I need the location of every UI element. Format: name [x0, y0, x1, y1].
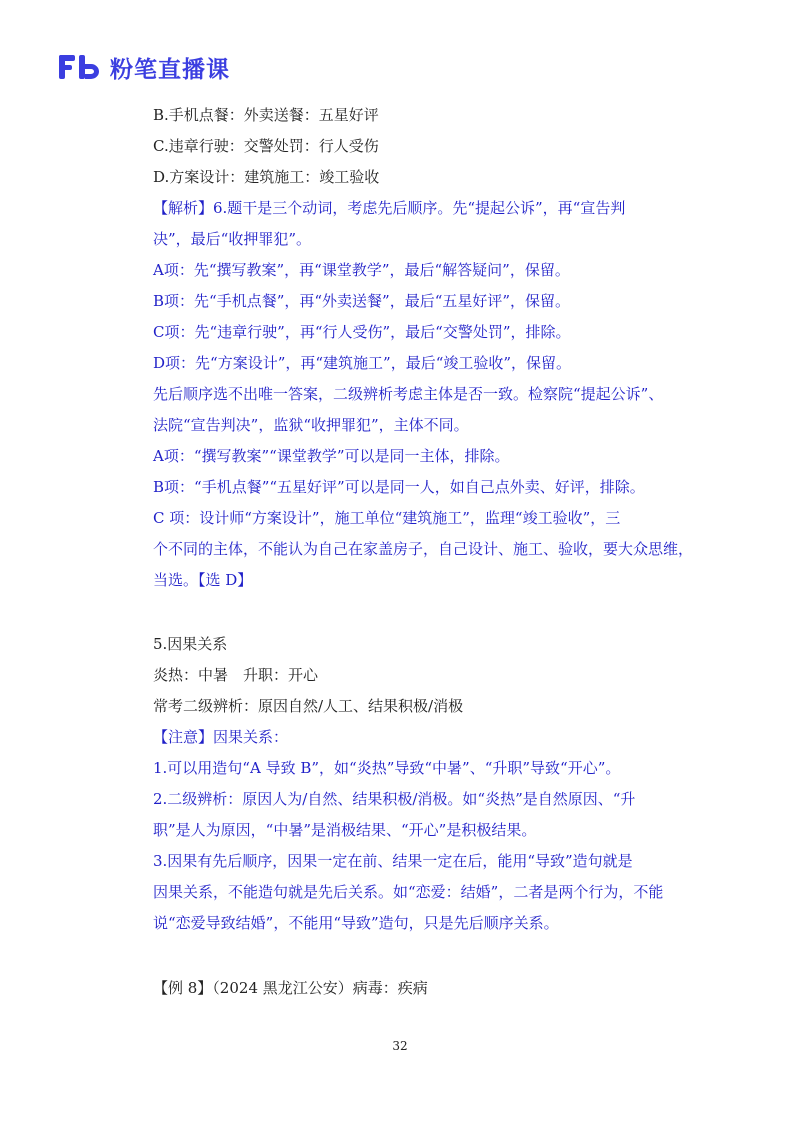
spacer: [153, 596, 693, 629]
analysis-item-c2-line-2: 个不同的主体，不能认为自己在家盖房子，自己设计、施工、验收，要大众思维，: [153, 540, 694, 558]
note-3-line-3: 说“恋爱导致结婚”，不能用“导致”造句，只是先后顺序关系。: [153, 914, 559, 932]
example-8: 【例 8】（2024 黑龙江公安）病毒：疾病: [153, 979, 428, 997]
section-5-title: 5.因果关系: [153, 635, 228, 653]
logo-text: 粉笔直播课: [110, 56, 230, 83]
fb-logo-icon: [58, 52, 102, 82]
analysis-line-1: 【解析】6.题干是三个动词，考虑先后顺序。先“提起公诉”，再“宣告判: [153, 199, 626, 217]
option-c: C.违章行驶：交警处罚：行人受伤: [153, 137, 379, 155]
analysis-item-c2-line-3: 当选。【选 D】: [153, 571, 253, 589]
note-3-line-2: 因果关系，不能造句就是先后关系。如“恋爱：结婚”，二者是两个行为，不能: [153, 883, 664, 901]
analysis-item-c: C项：先“违章行驶”，再“行人受伤”，最后“交警处罚”，排除。: [153, 323, 571, 341]
analysis-p2-line-2: 法院“宣告判决”，监狱“收押罪犯”，主体不同。: [153, 416, 469, 434]
analysis-item-b2: B项：“手机点餐”“五星好评”可以是同一人，如自己点外卖、好评，排除。: [153, 478, 645, 496]
note-1: 1.可以用造句“A 导致 B”，如“炎热”导致“中暑”、“升职”导致“开心”。: [153, 759, 621, 777]
note-2-line-1: 2.二级辨析：原因人为/自然、结果积极/消极。如“炎热”是自然原因、“升: [153, 790, 636, 808]
section-5-examples: 炎热：中暑 升职：开心: [153, 666, 319, 684]
analysis-item-d: D项：先“方案设计”，再“建筑施工”，最后“竣工验收”，保留。: [153, 354, 572, 372]
option-b: B.手机点餐：外卖送餐：五星好评: [153, 106, 379, 124]
analysis-p2-line-1: 先后顺序选不出唯一答案，二级辨析考虑主体是否一致。检察院“提起公诉”、: [153, 385, 664, 403]
page-number: 32: [392, 1039, 408, 1053]
note-title: 【注意】因果关系：: [153, 728, 289, 746]
analysis-item-c2-line-1: C 项：设计师“方案设计”，施工单位“建筑施工”，监理“竣工验收”，三: [153, 509, 621, 527]
note-3-line-1: 3.因果有先后顺序，因果一定在前、结果一定在后，能用“导致”造句就是: [153, 852, 633, 870]
document-body: [153, 100, 693, 1004]
spacer: [153, 939, 693, 973]
header: [58, 50, 230, 84]
note-2-line-2: 职”是人为原因，“中暑”是消极结果、“开心”是积极结果。: [153, 821, 537, 839]
option-d: D.方案设计：建筑施工：竣工验收: [153, 168, 380, 186]
analysis-item-a2: A项：“撰写教案”“课堂教学”可以是同一主体，排除。: [153, 447, 510, 465]
analysis-item-a: A项：先“撰写教案”，再“课堂教学”，最后“解答疑问”，保留。: [153, 261, 570, 279]
section-5-common: 常考二级辨析：原因自然/人工、结果积极/消极: [153, 697, 464, 715]
analysis-item-b: B项：先“手机点餐”，再“外卖送餐”，最后“五星好评”，保留。: [153, 292, 571, 310]
analysis-line-2: 决”，最后“收押罪犯”。: [153, 230, 312, 248]
